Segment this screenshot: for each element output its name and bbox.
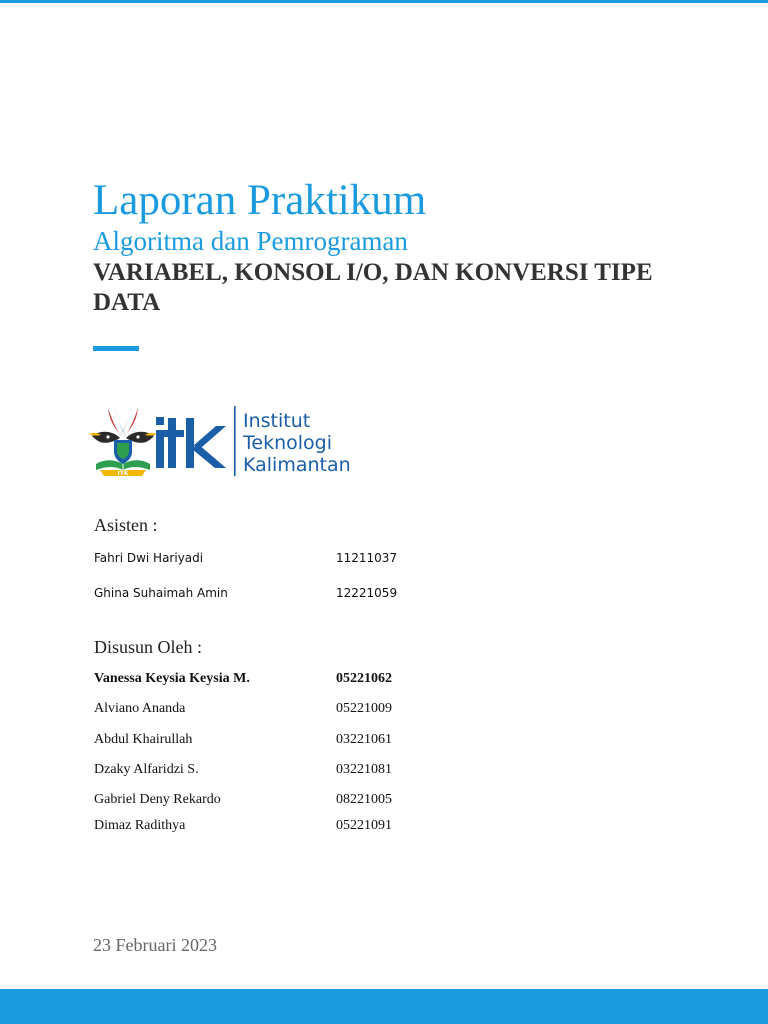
author-row [94,670,494,688]
report-title: Laporan Praktikum [93,177,427,224]
author-id: 08221005 [336,792,392,807]
author-name: Gabriel Deny Rekardo [94,792,221,807]
logo-line-2: Teknologi [243,432,332,454]
report-date: 23 Februari 2023 [93,935,217,955]
assistant-row [94,584,494,602]
assistant-row [94,549,494,567]
author-id: 03221081 [336,762,392,777]
author-name: Vanessa Keysia Keysia M. [94,671,250,686]
hornbill-emblem-icon [89,404,157,476]
top-accent-bar [0,0,768,3]
logo-divider [234,406,236,476]
course-subtitle: Algoritma dan Pemrograman [93,226,408,256]
author-row [94,700,494,718]
author-id: 05221009 [336,701,392,716]
bottom-accent-bar [0,989,768,1024]
assistants-heading: Asisten : [94,515,158,535]
assistant-id: 12221059 [336,586,398,600]
author-row [94,791,494,809]
emblem-text: ITK [117,470,129,477]
author-name: Dimaz Radithya [94,818,186,833]
author-id: 05221091 [336,818,392,833]
author-row [94,731,494,749]
logo-line-3: Kalimantan [243,454,351,476]
itk-logo-graphic [86,400,366,480]
report-topic: VARIABEL, KONSOL I/O, DAN KONVERSI TIPE DATA [93,259,653,316]
author-id: 05221062 [336,671,392,686]
itk-letters-icon [156,417,226,468]
author-name: Abdul Khairullah [94,732,193,747]
assistant-name: Ghina Suhaimah Amin [94,586,228,600]
itk-logo [86,400,366,480]
author-row [94,817,494,835]
author-name: Alviano Ananda [94,701,186,716]
logo-line-1: Institut [243,410,311,432]
assistant-name: Fahri Dwi Hariyadi [94,551,204,565]
author-row [94,761,494,779]
assistant-id: 11211037 [336,551,398,565]
author-name: Dzaky Alfaridzi S. [94,762,199,777]
author-id: 03221061 [336,732,392,747]
accent-divider [93,346,139,351]
authors-heading: Disusun Oleh : [94,637,202,657]
